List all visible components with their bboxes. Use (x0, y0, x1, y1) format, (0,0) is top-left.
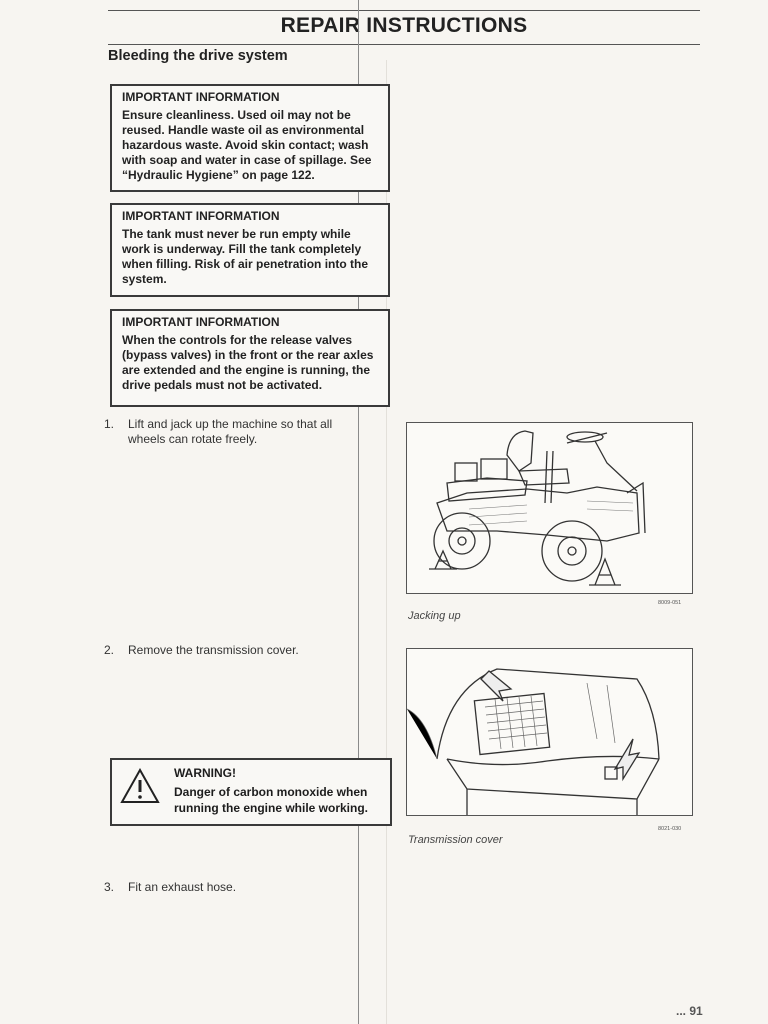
step-number: 3. (104, 880, 115, 894)
figure-caption: Transmission cover (408, 834, 503, 846)
warning-box (110, 758, 392, 826)
warning-body: Danger of carbon monoxide when running the engine while working. (174, 785, 369, 815)
important-info-box (110, 203, 390, 297)
warning-heading: WARNING! (174, 766, 236, 780)
transmission-cover-figure (406, 648, 693, 816)
section-title: Bleeding the drive system (108, 48, 288, 64)
info-heading: IMPORTANT INFORMATION (122, 209, 280, 223)
figure-code: 8021-030 (658, 826, 682, 832)
info-heading: IMPORTANT INFORMATION (122, 315, 280, 329)
title-rule (108, 44, 700, 45)
figure-code: 8009-051 (658, 600, 682, 606)
lawn-tractor-illustration (407, 423, 693, 594)
step-number: 1. (104, 417, 115, 431)
step-item (104, 643, 299, 658)
figure-caption: Jacking up (408, 610, 461, 622)
important-info-box (110, 309, 390, 407)
page-title: REPAIR INSTRUCTIONS (280, 14, 528, 37)
step-text: Remove the transmission cover. (128, 643, 299, 657)
step-text: Fit an exhaust hose. (128, 880, 237, 894)
step-item (104, 417, 332, 447)
page-number: ... 91 (676, 1004, 703, 1018)
info-heading: IMPORTANT INFORMATION (122, 90, 280, 104)
info-body: When the controls for the release valves (bypass valves) in the front or the rear axles are extended and the engine is running, the drive pedals must not be activated. (122, 333, 374, 392)
step-number: 2. (104, 643, 115, 657)
important-info-box (110, 84, 390, 192)
info-body: Ensure cleanliness. Used oil may not be reused. Handle waste oil as environmental hazardous waste. Avoid skin contact; wash with soap and water in case of spillage. See “Hydraulic Hygiene” on page 122. (122, 108, 372, 182)
step-text: Lift and jack up the machine so that all wheels can rotate freely. (128, 417, 333, 446)
jacking-up-figure (406, 422, 693, 594)
info-body: The tank must never be run empty while work is underway. Fill the tank completely when filling. Risk of air penetration into the system. (122, 227, 369, 286)
warning-triangle-icon (120, 768, 160, 804)
transmission-cover-illustration (407, 649, 693, 816)
step-item (104, 880, 236, 895)
top-rule (108, 10, 700, 11)
